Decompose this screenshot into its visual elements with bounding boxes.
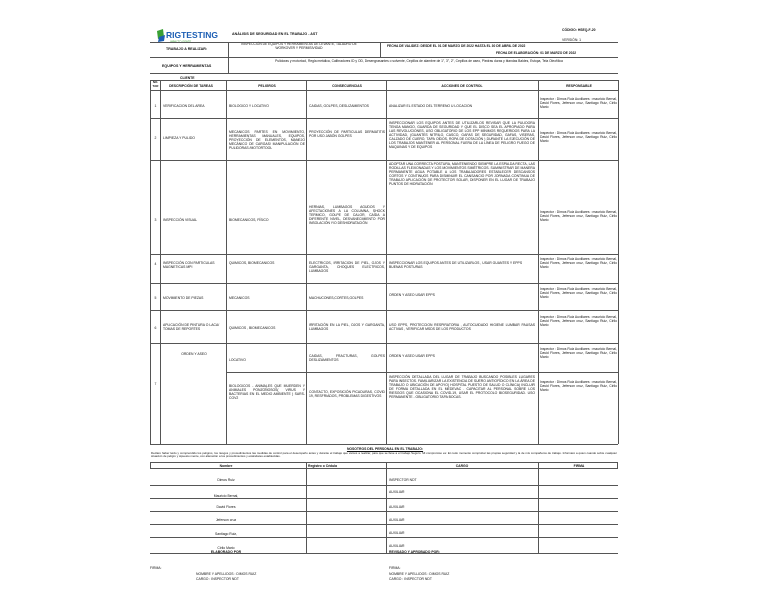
row-hazard: LOCATIVO [229, 358, 246, 362]
row-consequence: CAIDAS, FRACTURAS, GOLPES DESLIZAMIENTOS [309, 354, 385, 363]
worker-role: AUXILIAR [389, 531, 405, 535]
row-task: LIMPIEZA Y PULIDO [163, 136, 195, 140]
validity: FECHA DE VALIDEZ: DESDE EL 01 DE MARZO DE 2022 HASTA EL 30 DE ABRIL DE 2022 [387, 44, 526, 48]
row-control: INSPECCIONAR LOS EQUIPOS ANTES DE UTILIZARLOS REVISAR QUE LA PULIDORA TENGA MANGO, GUARDA DE SEGURIDAD Y QUE EL DISCO SEA EL APROPIADO PARA LAS REVOLUCIONES, USO OBLIGATORIO DE LOS EPP MÍNIMOS REQUERIDOS PARA LA ACTIVIDAD, (GUANTES NITRILO, CASCO, GAFAS DE SEGURIDAD, GAFAS, VISERAS, CALZADO DE CUERO, TAPA OÍDOS, ROPA DE DOTACIÓN ) DURANTE LA EJECUCIÓN DE LOS TRABAJOS MANTENER AL PERSONAL FUERA DE LA LÍNEA DE PELIGRO FUEGO DE MAQUINAS Y DE EQUIPOS [389, 121, 535, 150]
workers-heading: NOSOTROS DEL PERSONAL EN EL TRABAJO: [346, 447, 424, 451]
row-consequence: HERNIAS, LUMBAGOS AGUDOS Y AFECTACIONES A LA COLUMNA, SHOCK TERMICO, GOLPE DE CALOR, CAÍDA A DIFERENTE NIVEL, DESVANECIMIENTO POR INSOLACIÓN Y/O DESHIDRATACIÓN [309, 205, 385, 226]
row-consequence: CONTACTO, EXPOSICIÓN PICADURAS, COVID 19, RESFRIADOS, PROBLEMAS DIGESTIVOS [309, 390, 385, 399]
worker-role: INSPECTOR NDT [389, 478, 417, 482]
row-task: APLICACIÓN DE PINTURA O LACA/ TOMAS DE REPORTES [163, 323, 220, 332]
elaboration: FECHA DE ELABORACIÓN: 01 DE MARZO DE 2022 [496, 51, 577, 55]
col-no: NO. TAR [152, 80, 159, 88]
row-responsible: Inspector : Dimos Ruiz Auxiliares : mauricio Bernal, David Flores, Jeferson cruz, Santiago Ruiz, Cirilo Mario [540, 380, 617, 393]
col-sign: FIRMA [573, 464, 585, 468]
row-consequence: CAIDAS, GOLPES, DESLIZAMIENTOS [309, 104, 369, 108]
worker-name: Santiago Ruiz, [214, 532, 238, 536]
row-consequence: PROYECCIÓN DE PARTICULAS DERMATITIS POR USO JABÓN GOLPES [309, 130, 385, 139]
row-responsible: Inspector : Dimos Ruiz Auxiliares : mauricio Bernal, David Flores, Jeferson cruz, Santiago Ruiz, Cirilo Mario [540, 315, 617, 328]
row-consequence: IRRITACIÓN EN LA PIEL, OJOS Y GARGANTA, LUMBAGOS [309, 323, 385, 332]
worker-role: AUXILIAR [389, 505, 405, 509]
row-control: INSPECCIÓN DETALLADA DEL LUGAR DE TRABAJO BUSCANDO POSIBLES LUGARES PARA INSECTOS. FAMILIARIZAR LA EXISTENCIA DE SUERO ANTIOFÍDICO EN LA ÁREA DE TRABAJO O UBICACIÓN DE APOYO( HOSPITAL PUESTO DE SALUD O CLÍNICA) INCLUIR DE FORMA DETALLADA EN EL MEDEVAC . CAPACITAR AL PERSONAL SOBRE LOS RIESGOS QUE OCASIONA EL COVID-19, USAR EL PROTOCOLO BIOSEGURIDAD. USO PERMANENTE - OBLIGATORIO TAPA BOCAS. [389, 375, 535, 400]
col-control: ACCIONES DE CONTROL [441, 84, 483, 88]
worker-role: AUXILIAR [389, 544, 405, 548]
row-task: INSPECCIÓN VISUAL [163, 218, 198, 222]
col-consequence: CONSECUENCIAS [332, 84, 362, 88]
row-number: 3 [154, 218, 157, 222]
reviewed-by: REVISADO Y APROBADO POR: [389, 550, 440, 554]
workers-statement: Declaro haber leído y comprendido los peligros, los riesgos y procedimientos las medidas de control para el desempeño antes y durante el trabajo que vamos a realizar, para que se lleve a el trabajo Seguro. Mi compromiso es: En todo momento comprobar las propias seguridad y la de mis compañeros de trabajo. Informaré a quien cuando sobre cualquier situación de peligro y sipuesto mente, con alteración a los procedimientos y estándares establecidas. [151, 451, 617, 459]
row-consequence: MACHUCONES,CORTES,GOLPES [309, 296, 364, 300]
col-responsible: RESPONSABLE [566, 84, 592, 88]
worker-name: Cirilo Mario [217, 546, 235, 550]
col-id: Registro o Cédula [308, 464, 338, 468]
worker-role: AUXILIAR [389, 490, 405, 494]
row-control: ANALIZAR EL ESTADO DEL TERRENO U LOCACION [389, 104, 473, 108]
doc-version: VERSIÓN: 1 [562, 38, 582, 42]
row-task: VERIFICACION DEL AREA [163, 104, 205, 108]
row-control: USO EPPS, PROTECCION RESPIRATORIA , AUTOCUIDADO HIGIENE LUMBAR PAUSAS ACTIVAS , VERIFICAR MSDS DE LOS PRODUCTOS [389, 323, 535, 332]
row-task: INSPECCIÓN CON PARTICULAS MAGNETICAS MPI [163, 261, 215, 270]
prepared-by: ELABORADO POR [210, 550, 242, 554]
row-hazard: MECANICOS PARTES EN MOVIMIENTO, HERRAMIENTAS MANUALES, EQUIPOS, PROYECCIÓN DE ELEMENTOS, MANEJO MECÁNICO DE CARGAS/ MANIPULACIÓN DE PULIDORAS /MOTORTOOL [229, 130, 305, 151]
names-left: NOMBRE Y APELLIDOS : DIMOS RUIZ [196, 572, 257, 576]
row-hazard: BIOMECANICOS, FÍSICO [229, 218, 269, 222]
names-right: NOMBRE Y APELLIDOS : DIMOS RUIZ [389, 572, 450, 576]
row-control: INSPECCIONAR LOS EQUIPOS ANTES DE UTILIZARLOS , USAR GUANTES Y EPPS BUENAS POSTURAS [389, 261, 523, 270]
firma-left: FIRMA: [150, 566, 162, 570]
row-number: 7 [154, 382, 157, 386]
row-hazard: BIOLOGICOS - ANIMALES QUE MUERDEN Y ANIMALES PONZOÑOSOS( VIRUS Y BACTERIAS EN EL MEDIO AMBIENTE ) SARS-COV2 [229, 384, 305, 401]
row-responsible: Inspector : Dimos Ruiz Auxiliares : mauricio Bernal, David Flores, Jeferson cruz, Santiago Ruiz, Cirilo Mario [540, 97, 617, 110]
role-right: CARGO : INSPECTOR NDT [389, 577, 432, 581]
task-label: TRABAJO A REALIZAR: [166, 47, 208, 51]
worker-name: Jeferson cruz [215, 518, 237, 522]
role-left: CARGO : INSPECTOR NDT [196, 577, 239, 581]
row-hazard: QUIMICOS , BIOMECANICOS [229, 326, 276, 330]
row-control: ADOPTAR UNA CORRECTA POSTURA, MANTENIENDO SIEMPRE LA ESPALDA RECTA, LAS RODILLAS FLEXIONADAS Y LOS MOVIMIENTOS SIMÉTRICOS. SUMINISTRAR DE MANERA PERMANENTE AGUA POTABLE A LOS TRABAJADORES ESTABLECER DESCANSOS CORTOS Y CONTINUOS PARA DISMINUIR EL CANSANCIO POR JORNADA CONTINUA DE TRABAJO APLICACIÓN DE PROTECTOR SOLAR, DISPONER EN EL LUGAR DE TRABAJO PUNTOS DE HIDRATACIÓN [389, 162, 535, 187]
logo-sub: IMPACTO GENTE... [170, 40, 194, 44]
row-hazard: MECANICOS [229, 296, 250, 300]
col-task: DESCRIPCIÓN DE TAREAS [169, 84, 213, 88]
row-control: ORDEN Y ASEO USAR EPPS [389, 293, 435, 297]
row-responsible: Inspector : Dimos Ruiz Auxiliares : mauricio Bernal, David Flores, Jeferson cruz, Santiago Ruiz, Cirilo Mario [540, 131, 617, 144]
worker-name: David Flores [216, 505, 236, 509]
equipment-label: EQUIPOS Y HERRAMIENTAS [162, 64, 212, 68]
row-number: 5 [154, 296, 157, 300]
equipment-value: Pulidoras y motortool, Regla metálica, Calibradores ID y OD, Desengrasantes o solvente, Cepillos de alambre de 1", 3", 2", Cepillos de aseo, Piedras duras y blandas Baldes, Estopa, Tela Oleofílica [275, 59, 563, 63]
row-responsible: Inspector : Dimos Ruiz Auxiliares : mauricio Bernal, David Flores, Jeferson cruz, Santiago Ruiz, Cirilo Mario [540, 347, 617, 360]
row-control: ORDEN Y ASEO USAR EPPS [389, 354, 435, 358]
row-number: 1 [154, 104, 157, 108]
row-responsible: Inspector : Dimos Ruiz Auxiliares : mauricio Bernal, David Flores, Jeferson cruz, Santiago Ruiz, Cirilo Mario [540, 287, 617, 300]
doc-code: CÓDIGO: HSEQ-F-20 [562, 28, 596, 32]
col-role: CARGO [455, 464, 469, 468]
row-task: MOVIMIENTO DE PIEZAS [163, 296, 204, 300]
logo-text: RIGTESTING [166, 30, 218, 40]
row-number: 4 [154, 262, 157, 266]
worker-role: AUXILIAR [389, 518, 405, 522]
row-number: 6 [154, 326, 157, 330]
col-name: Nombre [219, 464, 233, 468]
task-value: INSPECCIÓN DE EQUIPOS Y HERRAMIENTAS DE LEVANTE, TALADRO DE WORKOVER Y PERMISIVIDAD [241, 42, 357, 50]
doc-title: ANÁLISIS DE SEGURIDAD EN EL TRABAJO - AST [232, 32, 318, 36]
row-hazard: QUIMICOS, BIOMECANICOS [229, 261, 275, 265]
row-task: ORDEN Y ASEO [181, 352, 207, 356]
row-hazard: BIOLOGICO Y LOCATIVO [229, 104, 269, 108]
row-responsible: Inspector : Dimos Ruiz Auxiliares : mauricio Bernal, David Flores, Jeferson cruz, Santiago Ruiz, Cirilo Mario [540, 210, 617, 223]
row-number: 2 [154, 136, 157, 140]
row-consequence: ELECTRICOS, IRRITACION DE PIEL, OJOS Y GARGANTA, CHOQUES ELECTRICOS, LUMBAGOS [309, 261, 385, 274]
worker-name: Mauricio Bernal, [213, 494, 239, 498]
row-responsible: Inspector : Dimos Ruiz Auxiliares : mauricio Bernal, David Flores, Jeferson cruz, Santiago Ruiz, Cirilo Mario [540, 257, 617, 270]
worker-name: Dimos Ruiz [217, 478, 235, 482]
col-hazard: PELIGROS [258, 84, 276, 88]
firma-right: FIRMA: [389, 566, 401, 570]
client-label: CLIENTE [180, 76, 195, 80]
